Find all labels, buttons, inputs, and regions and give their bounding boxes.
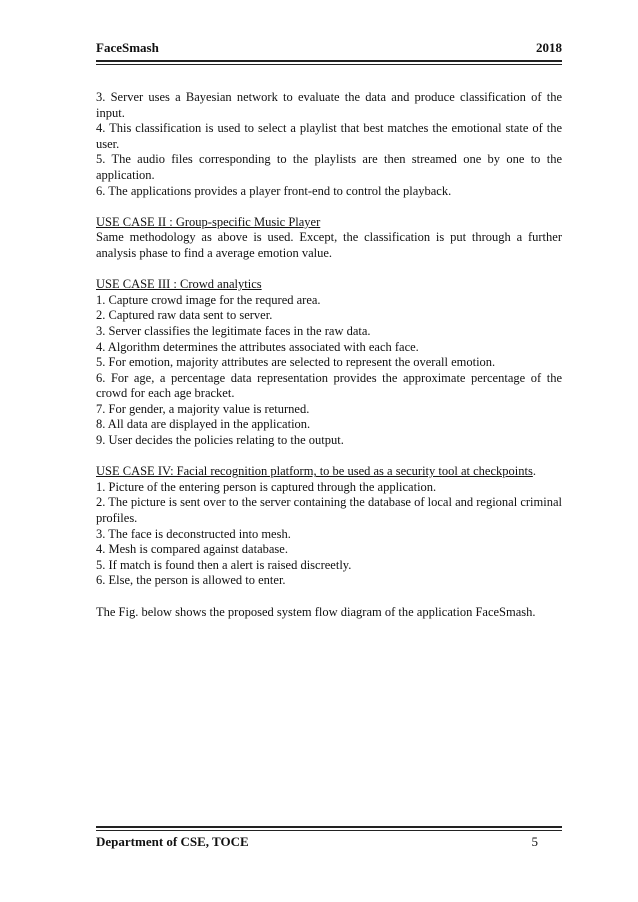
footer-department: Department of CSE, TOCE: [96, 834, 249, 849]
list-item: 4. Algorithm determines the attributes associated with each face.: [96, 339, 419, 354]
list-item: 4. Mesh is compared against database.: [96, 542, 288, 557]
list-item: 6. For age, a percentage data representation provides the approximate percentage of the crowd for each age bracket.: [96, 370, 562, 401]
list-item: 5. The audio files corresponding to the playlists are then streamed one by one to the application.: [96, 152, 562, 182]
list-item: 2. The picture is sent over to the server containing the database of local and regional criminal profiles.: [96, 495, 562, 526]
list-item: 2. Captured raw data sent to server.: [96, 308, 273, 323]
list-item: 3. Server uses a Bayesian network to evaluate the data and produce classification of the input.: [96, 90, 562, 120]
list-item: 7. For gender, a majority value is returned.: [96, 401, 310, 416]
list-item: 6. The applications provides a player front-end to control the playback.: [96, 183, 452, 198]
document-body: [96, 90, 562, 620]
uc4-heading: USE CASE IV: Facial recognition platform, to be used as a security tool at checkpoints.: [96, 464, 536, 479]
list-item: 8. All data are displayed in the application.: [96, 417, 311, 432]
list-item: 5. For emotion, majority attributes are selected to represent the overall emotion.: [96, 355, 496, 370]
header-title: FaceSmash: [96, 40, 159, 55]
list-item: 4. This classification is used to select a playlist that best matches the emotional state of the user.: [96, 121, 562, 151]
list-item: 9. User decides the policies relating to the output.: [96, 433, 344, 448]
uc3-heading: USE CASE III : Crowd analytics: [96, 277, 262, 292]
page-number: 5: [531, 834, 538, 849]
list-item: 5. If match is found then a alert is raised discreetly.: [96, 557, 352, 572]
uc2-text: Same methodology as above is used. Except, the classification is put through a further analysis phase to find a average emotion value.: [96, 230, 562, 260]
header-rule-thin: [96, 64, 562, 65]
list-item: 3. Server classifies the legitimate faces in the raw data.: [96, 323, 371, 338]
footer-rule-thin: [96, 830, 562, 831]
footer-rule-thick: [96, 826, 562, 828]
list-item: 1. Capture crowd image for the requred area.: [96, 292, 321, 307]
header-rule-thick: [96, 60, 562, 62]
list-item: 6. Else, the person is allowed to enter.: [96, 573, 286, 588]
list-item: 1. Picture of the entering person is captured through the application.: [96, 479, 437, 494]
header-year: 2018: [536, 40, 562, 55]
page-header: [96, 40, 562, 56]
list-item: 3. The face is deconstructed into mesh.: [96, 526, 291, 541]
uc2-heading: USE CASE II : Group-specific Music Player: [96, 214, 321, 229]
closing-paragraph: The Fig. below shows the proposed system flow diagram of the application FaceSmash.: [96, 604, 536, 619]
page-footer: [96, 834, 562, 850]
